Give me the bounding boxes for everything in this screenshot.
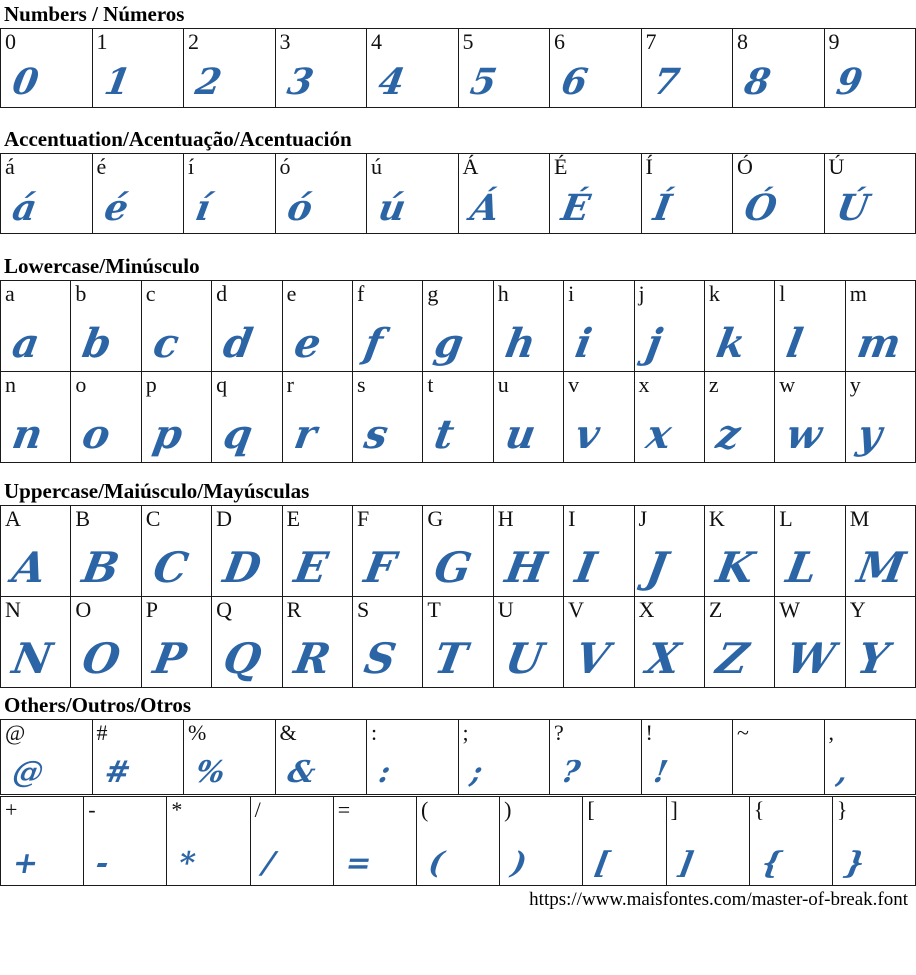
cell-label: d — [216, 281, 228, 306]
glyph-table-row — [0, 719, 916, 795]
cell-label: L — [779, 506, 793, 531]
glyph-cell — [71, 372, 141, 463]
cell-glyph: 3 — [283, 61, 317, 103]
cell-glyph: g — [431, 320, 468, 367]
glyph-cell — [276, 29, 368, 108]
cell-label: @ — [5, 720, 26, 745]
cell-label: K — [708, 506, 725, 531]
glyph-cell — [846, 281, 916, 372]
cell-glyph: s — [360, 411, 392, 458]
cell-glyph: / — [259, 846, 277, 881]
cell-glyph: % — [192, 755, 228, 790]
cell-glyph: C — [149, 543, 192, 592]
cell-label: [ — [587, 797, 595, 822]
cell-label: 2 — [188, 29, 199, 54]
glyph-table-row — [0, 505, 916, 597]
cell-label: + — [5, 797, 18, 822]
glyph-cell — [500, 797, 583, 886]
glyph-cell — [494, 372, 564, 463]
cell-glyph: ó — [283, 187, 316, 229]
glyph-table-row — [0, 153, 916, 234]
cell-label: ; — [462, 720, 469, 745]
glyph-cell — [550, 720, 642, 795]
glyph-cell — [564, 281, 634, 372]
cell-label: H — [497, 506, 514, 531]
glyph-cell — [564, 372, 634, 463]
glyph-cell — [184, 29, 276, 108]
glyph-cell — [212, 597, 282, 688]
glyph-cell — [750, 797, 833, 886]
glyph-cell — [142, 506, 212, 597]
cell-glyph: 5 — [466, 61, 500, 103]
cell-glyph: 1 — [100, 61, 134, 103]
cell-glyph: * — [176, 846, 199, 881]
glyph-cell — [494, 597, 564, 688]
glyph-cell — [167, 797, 250, 886]
cell-label: k — [708, 281, 720, 306]
cell-label: q — [216, 372, 228, 397]
cell-glyph: y — [853, 411, 886, 458]
cell-glyph: 4 — [375, 61, 408, 103]
cell-label: s — [356, 372, 366, 397]
cell-glyph: ? — [558, 755, 583, 790]
cell-glyph: X — [642, 634, 684, 683]
cell-glyph: # — [101, 755, 133, 790]
cell-label: h — [497, 281, 509, 306]
cell-label: V — [568, 597, 585, 622]
cell-glyph: Ú — [832, 187, 872, 229]
glyph-cell — [642, 29, 734, 108]
cell-glyph: Á — [466, 187, 503, 229]
cell-glyph: , — [833, 755, 851, 790]
glyph-table-row — [0, 28, 916, 108]
cell-label: Y — [849, 597, 866, 622]
glyph-cell — [564, 597, 634, 688]
cell-label: T — [427, 597, 441, 622]
cell-glyph: á — [9, 187, 41, 229]
cell-glyph: T — [431, 634, 471, 683]
section-others — [0, 693, 916, 886]
cell-glyph: é — [100, 187, 132, 229]
cell-glyph: I — [571, 543, 601, 592]
cell-label: ó — [279, 154, 291, 179]
cell-glyph: N — [8, 634, 56, 683]
cell-label: u — [497, 372, 509, 397]
cell-label: C — [145, 506, 161, 531]
cell-glyph: G — [431, 543, 476, 592]
cell-glyph: V — [571, 634, 614, 683]
cell-label: ] — [670, 797, 678, 822]
cell-glyph: q — [220, 411, 257, 458]
cell-glyph: K — [712, 543, 758, 592]
glyph-cell — [459, 154, 551, 234]
glyph-cell — [550, 29, 642, 108]
cell-label: E — [286, 506, 301, 531]
cell-label: á — [5, 154, 15, 179]
glyph-cell — [733, 154, 825, 234]
glyph-cell — [705, 372, 775, 463]
glyph-cell — [251, 797, 334, 886]
section-lowercase — [0, 254, 916, 463]
glyph-cell — [71, 281, 141, 372]
cell-glyph: d — [220, 320, 257, 367]
cell-label: 6 — [554, 29, 565, 54]
section-uppercase — [0, 479, 916, 688]
cell-glyph: A — [8, 543, 50, 592]
cell-label: z — [708, 372, 719, 397]
cell-label: J — [638, 506, 648, 531]
cell-glyph: v — [571, 411, 604, 458]
cell-label: Q — [216, 597, 233, 622]
cell-label: M — [849, 506, 870, 531]
cell-label: ! — [645, 720, 653, 745]
footer-url: https://www.maisfontes.com/master-of-break.font — [529, 889, 908, 910]
cell-label: a — [5, 281, 15, 306]
cell-glyph: 9 — [832, 61, 866, 103]
glyph-cell — [667, 797, 750, 886]
cell-label: P — [145, 597, 159, 622]
cell-glyph: { — [758, 846, 785, 881]
cell-glyph: & — [284, 755, 318, 790]
glyph-cell — [93, 29, 185, 108]
cell-glyph: Y — [853, 634, 892, 683]
glyph-table-row — [0, 596, 916, 688]
glyph-cell — [733, 29, 825, 108]
cell-label: l — [779, 281, 786, 306]
cell-label: % — [188, 720, 207, 745]
glyph-cell — [825, 154, 916, 234]
glyph-cell — [71, 506, 141, 597]
cell-glyph: = — [342, 846, 374, 881]
cell-label: x — [638, 372, 650, 397]
glyph-cell — [142, 281, 212, 372]
glyph-cell — [367, 29, 459, 108]
cell-glyph: Ó — [741, 187, 781, 229]
glyph-cell — [1, 154, 93, 234]
cell-label: ~ — [737, 720, 749, 745]
glyph-table-row — [0, 371, 916, 463]
cell-label: é — [96, 154, 107, 179]
glyph-cell — [564, 506, 634, 597]
glyph-cell — [1, 29, 93, 108]
cell-glyph: h — [501, 320, 539, 367]
cell-glyph: É — [558, 187, 594, 229]
glyph-cell — [825, 720, 916, 795]
cell-glyph: P — [149, 634, 190, 683]
section-accentuation — [0, 127, 916, 234]
cell-label: ? — [554, 720, 564, 745]
glyph-cell — [635, 281, 705, 372]
cell-glyph: W — [782, 634, 839, 683]
cell-glyph: M — [853, 543, 909, 592]
cell-glyph: u — [501, 411, 539, 458]
cell-glyph: o — [79, 411, 115, 458]
glyph-cell — [423, 281, 493, 372]
cell-glyph: z — [712, 411, 744, 458]
cell-glyph: r — [290, 411, 320, 458]
cell-glyph: b — [79, 320, 116, 367]
glyph-cell — [367, 720, 459, 795]
cell-label: : — [371, 720, 378, 745]
glyph-cell — [642, 154, 734, 234]
cell-label: ( — [420, 797, 429, 822]
cell-glyph: i — [571, 320, 596, 367]
section-title: Accentuation/Acentuação/Acentuación — [4, 127, 352, 151]
glyph-cell — [353, 372, 423, 463]
glyph-cell — [459, 720, 551, 795]
cell-label: j — [638, 281, 645, 306]
cell-glyph: Í — [649, 187, 675, 229]
cell-glyph: ( — [425, 846, 447, 881]
glyph-cell — [1, 506, 71, 597]
cell-label: t — [427, 372, 434, 397]
cell-glyph: f — [360, 320, 387, 367]
cell-label: 0 — [5, 29, 16, 54]
cell-label: Í — [645, 154, 653, 179]
glyph-cell — [367, 154, 459, 234]
cell-label: A — [5, 506, 21, 531]
cell-label: n — [5, 372, 16, 397]
cell-glyph: ] — [675, 846, 696, 881]
cell-label: 7 — [645, 29, 657, 54]
cell-glyph: O — [79, 634, 125, 683]
cell-label: D — [216, 506, 233, 531]
glyph-cell — [84, 797, 167, 886]
glyph-cell — [825, 29, 916, 108]
cell-label: Ú — [828, 154, 845, 179]
cell-label: w — [779, 372, 796, 397]
cell-label: b — [75, 281, 87, 306]
cell-label: m — [849, 281, 867, 306]
glyph-cell — [93, 154, 185, 234]
glyph-cell — [142, 597, 212, 688]
cell-glyph: ) — [509, 846, 530, 881]
cell-label: N — [5, 597, 21, 622]
cell-label: S — [356, 597, 370, 622]
glyph-cell — [334, 797, 417, 886]
glyph-table-row — [0, 796, 916, 886]
glyph-cell — [705, 597, 775, 688]
cell-label: É — [554, 154, 568, 179]
cell-label: c — [145, 281, 156, 306]
cell-label: # — [96, 720, 108, 745]
cell-glyph: [ — [592, 846, 613, 881]
cell-label: R — [286, 597, 302, 622]
cell-label: O — [75, 597, 92, 622]
cell-label: ú — [371, 154, 382, 179]
glyph-cell — [775, 506, 845, 597]
cell-label: 3 — [279, 29, 291, 54]
glyph-cell — [93, 720, 185, 795]
glyph-cell — [583, 797, 666, 886]
cell-glyph: S — [360, 634, 400, 683]
cell-label: o — [75, 372, 87, 397]
glyph-cell — [494, 281, 564, 372]
cell-glyph: m — [853, 320, 905, 367]
cell-glyph: Q — [219, 634, 266, 683]
glyph-cell — [705, 281, 775, 372]
cell-glyph: c — [149, 320, 183, 367]
cell-label: Ó — [737, 154, 753, 179]
glyph-cell — [71, 597, 141, 688]
cell-glyph: k — [712, 320, 749, 367]
glyph-cell — [353, 597, 423, 688]
cell-glyph: B — [79, 543, 124, 592]
cell-label: i — [568, 281, 575, 306]
glyph-cell — [212, 506, 282, 597]
glyph-cell — [846, 597, 916, 688]
glyph-cell — [283, 281, 353, 372]
glyph-cell — [184, 720, 276, 795]
cell-label: { — [753, 797, 765, 822]
cell-glyph: 2 — [192, 61, 225, 103]
cell-glyph: ; — [467, 755, 485, 790]
glyph-cell — [635, 597, 705, 688]
cell-glyph: } — [841, 846, 868, 881]
glyph-cell — [494, 506, 564, 597]
cell-label: W — [779, 597, 801, 622]
glyph-cell — [184, 154, 276, 234]
glyph-cell — [733, 720, 825, 795]
glyph-table-row — [0, 280, 916, 372]
cell-label: ) — [504, 797, 512, 822]
cell-label: r — [286, 372, 294, 397]
glyph-cell — [846, 506, 916, 597]
cell-glyph: D — [219, 543, 265, 592]
cell-label: í — [188, 154, 195, 179]
cell-label: G — [427, 506, 444, 531]
cell-glyph: e — [290, 320, 325, 367]
cell-label: e — [286, 281, 297, 306]
cell-glyph: : — [375, 755, 394, 790]
glyph-cell — [276, 154, 368, 234]
glyph-cell — [775, 281, 845, 372]
cell-glyph: n — [8, 411, 47, 458]
glyph-cell — [635, 506, 705, 597]
cell-glyph: R — [290, 634, 334, 683]
cell-label: 9 — [828, 29, 840, 54]
glyph-cell — [423, 506, 493, 597]
glyph-cell — [642, 720, 734, 795]
glyph-cell — [283, 597, 353, 688]
glyph-cell — [459, 29, 551, 108]
glyph-cell — [423, 372, 493, 463]
glyph-cell — [1, 597, 71, 688]
cell-label: } — [836, 797, 848, 822]
cell-glyph: 6 — [558, 61, 591, 103]
cell-label: U — [497, 597, 514, 622]
glyph-cell — [142, 372, 212, 463]
cell-label: y — [849, 372, 861, 397]
glyph-cell — [1, 797, 84, 886]
cell-glyph: + — [9, 846, 42, 881]
glyph-cell — [423, 597, 493, 688]
glyph-cell — [283, 372, 353, 463]
glyph-cell — [353, 281, 423, 372]
cell-label: & — [279, 720, 297, 745]
cell-glyph: L — [782, 543, 822, 592]
glyph-cell — [1, 720, 93, 795]
cell-label: F — [356, 506, 370, 531]
glyph-cell — [775, 597, 845, 688]
cell-glyph: J — [642, 543, 671, 592]
cell-label: p — [145, 372, 157, 397]
cell-glyph: w — [783, 411, 826, 458]
cell-glyph: ú — [375, 187, 409, 229]
cell-glyph: a — [8, 320, 44, 367]
section-numbers — [0, 2, 916, 108]
cell-glyph: H — [501, 543, 550, 592]
cell-label: 5 — [462, 29, 474, 54]
cell-glyph: @ — [9, 755, 47, 790]
cell-glyph: p — [149, 411, 186, 458]
cell-label: Á — [462, 154, 479, 179]
cell-glyph: 0 — [9, 61, 42, 103]
glyph-cell — [833, 797, 916, 886]
cell-label: f — [356, 281, 365, 306]
cell-glyph: j — [642, 320, 666, 367]
cell-glyph: - — [93, 846, 112, 881]
cell-label: * — [171, 797, 183, 822]
glyph-cell — [1, 372, 71, 463]
cell-glyph: 8 — [741, 61, 774, 103]
glyph-cell — [353, 506, 423, 597]
cell-label: , — [828, 720, 834, 745]
cell-glyph: 7 — [649, 61, 683, 103]
section-title: Numbers / Números — [4, 2, 185, 26]
cell-label: Z — [708, 597, 723, 622]
cell-glyph: í — [192, 187, 214, 229]
glyph-cell — [846, 372, 916, 463]
section-title: Lowercase/Minúsculo — [4, 254, 200, 278]
cell-glyph: Z — [712, 634, 752, 683]
cell-glyph: E — [290, 543, 331, 592]
glyph-cell — [417, 797, 500, 886]
cell-label: X — [638, 597, 655, 622]
cell-glyph: l — [783, 320, 807, 367]
glyph-cell — [276, 720, 368, 795]
glyph-cell — [283, 506, 353, 597]
cell-glyph: F — [360, 543, 400, 592]
section-title: Others/Outros/Otros — [4, 693, 192, 717]
glyph-cell — [635, 372, 705, 463]
glyph-cell — [212, 281, 282, 372]
glyph-cell — [212, 372, 282, 463]
cell-label: 8 — [737, 29, 748, 54]
cell-label: = — [337, 797, 351, 822]
cell-label: - — [88, 797, 96, 822]
glyph-cell — [705, 506, 775, 597]
glyph-cell — [550, 154, 642, 234]
glyph-cell — [1, 281, 71, 372]
cell-label: B — [75, 506, 91, 531]
cell-label: I — [568, 506, 576, 531]
cell-label: 1 — [96, 29, 108, 54]
section-title: Uppercase/Maiúsculo/Mayúsculas — [4, 479, 310, 503]
cell-glyph: t — [431, 411, 458, 458]
glyph-cell — [775, 372, 845, 463]
cell-label: g — [427, 281, 439, 306]
cell-glyph: U — [501, 634, 547, 683]
cell-glyph: x — [642, 411, 675, 458]
cell-glyph: ! — [650, 755, 670, 790]
cell-label: v — [568, 372, 580, 397]
cell-label: / — [254, 797, 261, 822]
cell-label: 4 — [371, 29, 382, 54]
